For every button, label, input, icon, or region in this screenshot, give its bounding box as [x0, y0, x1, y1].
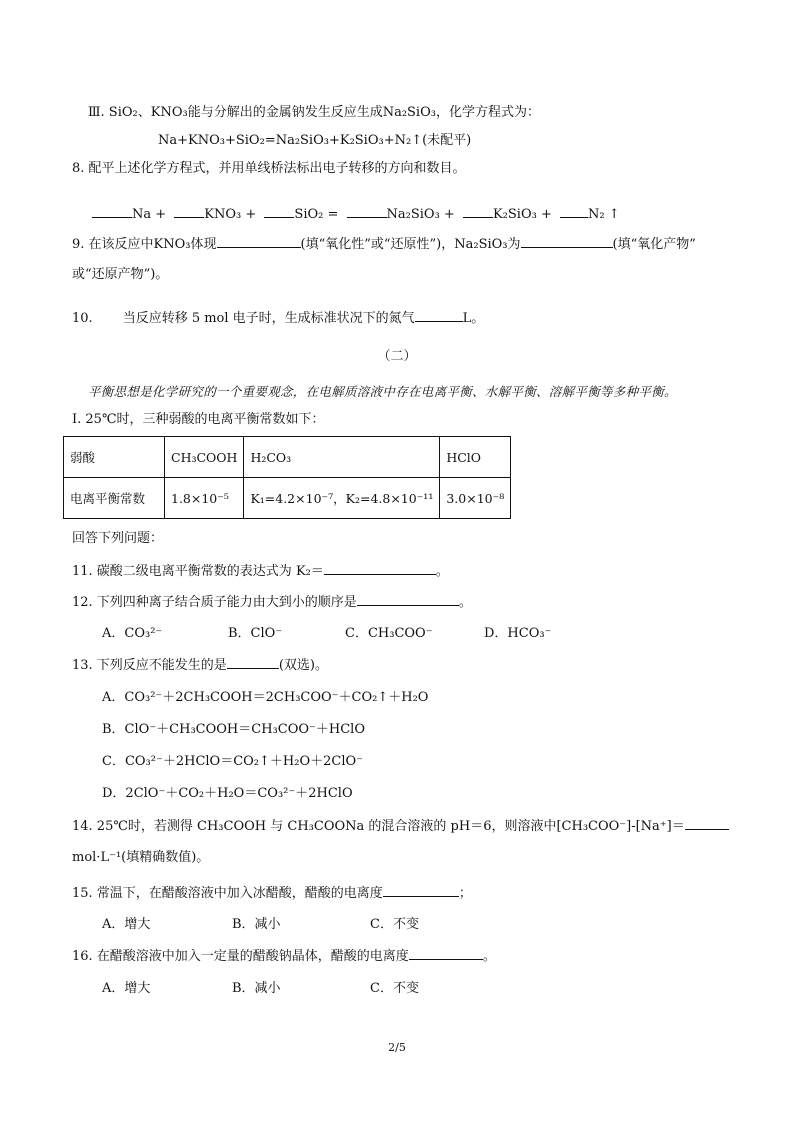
q12-option-a[interactable]: A．CO₃²⁻ — [102, 626, 163, 641]
section2-part1: I. 25℃时，三种弱酸的电离平衡常数如下： — [72, 412, 325, 427]
table-cell: HClO — [440, 437, 511, 478]
q12-text: 12. 下列四种离子结合质子能力由大到小的顺序是 — [72, 595, 357, 610]
q11-blank[interactable] — [324, 562, 436, 575]
q15-end: ； — [458, 886, 472, 901]
q16-option-c[interactable]: C．不变 — [370, 981, 419, 996]
q8-blank-4[interactable] — [347, 205, 387, 218]
q9-blank-1[interactable] — [217, 235, 301, 248]
q16-end: 。 — [482, 949, 496, 964]
q8-term: N₂ ↑ — [588, 207, 620, 222]
q9-text-c: (填“氧化产物” — [612, 237, 696, 252]
part3-equation: Na+KNO₃+SiO₂=Na₂SiO₃+K₂SiO₃+N₂↑(未配平) — [158, 133, 472, 148]
q8-text: 8. 配平上述化学方程式，并用单线桥法标出电子转移的方向和数目。 — [72, 161, 466, 176]
q8-term: Na₂SiO₃ + — [386, 207, 455, 222]
q10-num: 10. — [72, 311, 93, 326]
q9-line1 — [72, 235, 696, 254]
q10-text: 当反应转移 5 mol 电子时，生成标准状况下的氮气 — [122, 311, 415, 326]
q11-end: 。 — [435, 564, 449, 579]
q11-line — [72, 562, 449, 581]
q13-option-c[interactable]: C．CO₃²⁻＋2HClO＝CO₂↑＋H₂O＋2ClO⁻ — [102, 754, 364, 769]
q16-option-a[interactable]: A．增大 — [102, 981, 151, 996]
q16-option-b[interactable]: B．减小 — [232, 981, 281, 996]
q15-blank[interactable] — [383, 884, 459, 897]
table-cell: H₂CO₃ — [244, 437, 440, 478]
table-cell: 3.0×10⁻⁸ — [440, 478, 511, 519]
part3-heading: Ⅲ. SiO₂、KNO₃能与分解出的金属钠发生反应生成Na₂SiO₃，化学方程式为： — [88, 105, 540, 120]
q9-blank-2[interactable] — [521, 235, 613, 248]
q15-text: 15. 常温下，在醋酸溶液中加入冰醋酸，醋酸的电离度 — [72, 886, 383, 901]
q8-term: K₂SiO₃ + — [492, 207, 552, 222]
q13-end: (双选)。 — [278, 658, 328, 673]
table-cell: CH₃COOH — [165, 437, 244, 478]
q12-option-c[interactable]: C．CH₃COO⁻ — [345, 626, 433, 641]
q13-line — [72, 656, 328, 675]
q8-blank-3[interactable] — [264, 205, 294, 218]
q8-blank-1[interactable] — [92, 205, 132, 218]
table-cell: 电离平衡常数 — [64, 478, 165, 519]
q8-term: SiO₂ = — [294, 207, 339, 222]
table-row — [64, 437, 511, 478]
q12-end: 。 — [458, 595, 472, 610]
q9-text-b: (填“氧化性”或“还原性”)，Na₂SiO₃为 — [300, 237, 521, 252]
q14-line1 — [72, 817, 729, 836]
q8-blank-5[interactable] — [463, 205, 493, 218]
q12-blank[interactable] — [357, 593, 459, 606]
q13-option-b[interactable]: B．ClO⁻＋CH₃COOH＝CH₃COO⁻＋HClO — [102, 722, 365, 737]
q9-text-a: 9. 在该反应中KNO₃体现 — [72, 237, 217, 252]
q10-line — [72, 309, 484, 328]
q8-blank-6[interactable] — [560, 205, 588, 218]
q13-option-d[interactable]: D．2ClO⁻＋CO₂＋H₂O＝CO₃²⁻＋2HClO — [102, 786, 353, 801]
q15-line — [72, 884, 472, 903]
q15-option-c[interactable]: C．不变 — [370, 917, 419, 932]
q16-blank[interactable] — [409, 947, 483, 960]
ionization-constants-table — [63, 436, 511, 519]
table-cell: 弱酸 — [64, 437, 165, 478]
q12-option-b[interactable]: B．ClO⁻ — [228, 626, 283, 641]
q16-text: 16. 在醋酸溶液中加入一定量的醋酸钠晶体，醋酸的电离度 — [72, 949, 409, 964]
q9-line2: 或“还原产物”)。 — [72, 267, 169, 282]
q14-text: 14. 25℃时，若测得 CH₃COOH 与 CH₃COONa 的混合溶液的 pH＝6，则溶液中[CH₃COO⁻]-[Na⁺]＝ — [72, 819, 685, 834]
q8-balance-line — [92, 205, 620, 224]
q8-blank-2[interactable] — [174, 205, 204, 218]
q8-term: KNO₃ + — [204, 207, 257, 222]
table-row — [64, 478, 511, 519]
q12-option-d[interactable]: D．HCO₃⁻ — [484, 626, 552, 641]
table-cell: K₁=4.2×10⁻⁷，K₂=4.8×10⁻¹¹ — [244, 478, 440, 519]
q15-option-a[interactable]: A．增大 — [102, 917, 151, 932]
q12-line — [72, 593, 472, 612]
q10-blank[interactable] — [415, 309, 463, 322]
q13-blank[interactable] — [227, 656, 279, 669]
answer-prompt: 回答下列问题： — [72, 531, 164, 546]
q14-line2: mol·L⁻¹(填精确数值)。 — [72, 850, 210, 865]
section2-intro: 平衡思想是化学研究的一个重要观念，在电解质溶液中存在电离平衡、水解平衡、溶解平衡等多种平衡。 — [88, 384, 677, 399]
page-number: 2/5 — [388, 1041, 406, 1054]
q10-unit: L。 — [462, 311, 485, 326]
q16-line — [72, 947, 496, 966]
q11-text: 11. 碳酸二级电离平衡常数的表达式为 K₂＝ — [72, 564, 324, 579]
q15-option-b[interactable]: B．减小 — [232, 917, 281, 932]
q13-text: 13. 下列反应不能发生的是 — [72, 658, 227, 673]
q8-term: Na + — [132, 207, 167, 222]
q14-blank[interactable] — [685, 817, 729, 830]
table-cell: 1.8×10⁻⁵ — [165, 478, 244, 519]
q13-option-a[interactable]: A．CO₃²⁻＋2CH₃COOH＝2CH₃COO⁻＋CO₂↑＋H₂O — [102, 690, 429, 705]
section2-title: （二） — [377, 349, 417, 364]
